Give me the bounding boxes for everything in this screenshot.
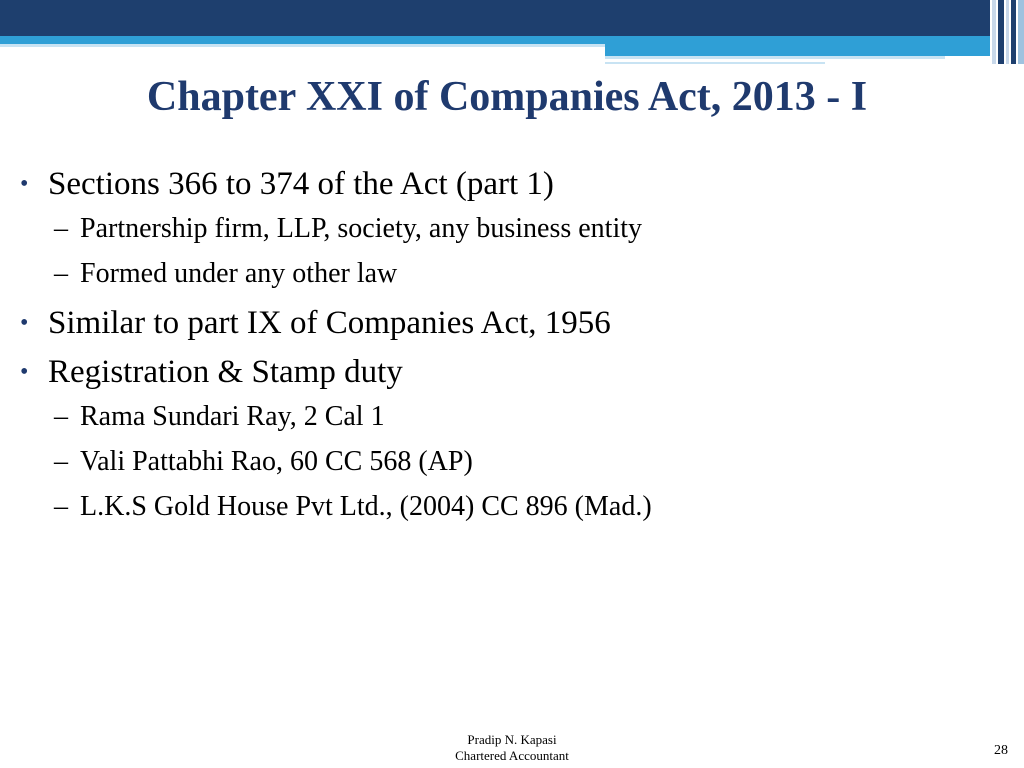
dash-marker: –	[54, 491, 68, 522]
page-number: 28	[994, 743, 1008, 758]
dash-marker: –	[54, 213, 68, 244]
dash-marker: –	[54, 258, 68, 289]
bullet-marker: •	[20, 310, 29, 336]
footer-author: Pradip N. Kapasi	[467, 732, 557, 747]
sub-bullet-text: Partnership firm, LLP, society, any business entity	[80, 213, 642, 244]
dash-marker: –	[54, 446, 68, 477]
bullet-text: Registration & Stamp duty	[48, 354, 403, 390]
sub-bullet-item	[0, 439, 1000, 484]
sub-bullet-text: L.K.S Gold House Pvt Ltd., (2004) CC 896 (Mad.)	[80, 491, 652, 522]
bullet-item	[0, 350, 1000, 394]
slide-content	[0, 162, 1000, 529]
sub-bullet-text: Formed under any other law	[80, 258, 398, 289]
bullet-marker: •	[20, 359, 29, 385]
dash-marker: –	[54, 401, 68, 432]
bullet-marker: •	[20, 171, 29, 197]
bullet-text: Similar to part IX of Companies Act, 1956	[48, 305, 611, 341]
sub-bullet-item	[0, 251, 1000, 296]
slide-title: Chapter XXI of Companies Act, 2013 - I	[146, 74, 868, 120]
bullet-text: Sections 366 to 374 of the Act (part 1)	[48, 166, 554, 202]
sub-bullet-item	[0, 206, 1000, 251]
header-banner	[0, 0, 1024, 72]
sub-bullet-item	[0, 484, 1000, 529]
sub-bullet-item	[0, 394, 1000, 439]
sub-bullet-text: Rama Sundari Ray, 2 Cal 1	[80, 401, 385, 432]
sub-bullet-text: Vali Pattabhi Rao, 60 CC 568 (AP)	[80, 446, 473, 477]
bullet-item	[0, 162, 1000, 206]
footer-credit	[412, 732, 612, 764]
bullet-item	[0, 301, 1000, 345]
footer-role: Chartered Accountant	[455, 748, 569, 763]
